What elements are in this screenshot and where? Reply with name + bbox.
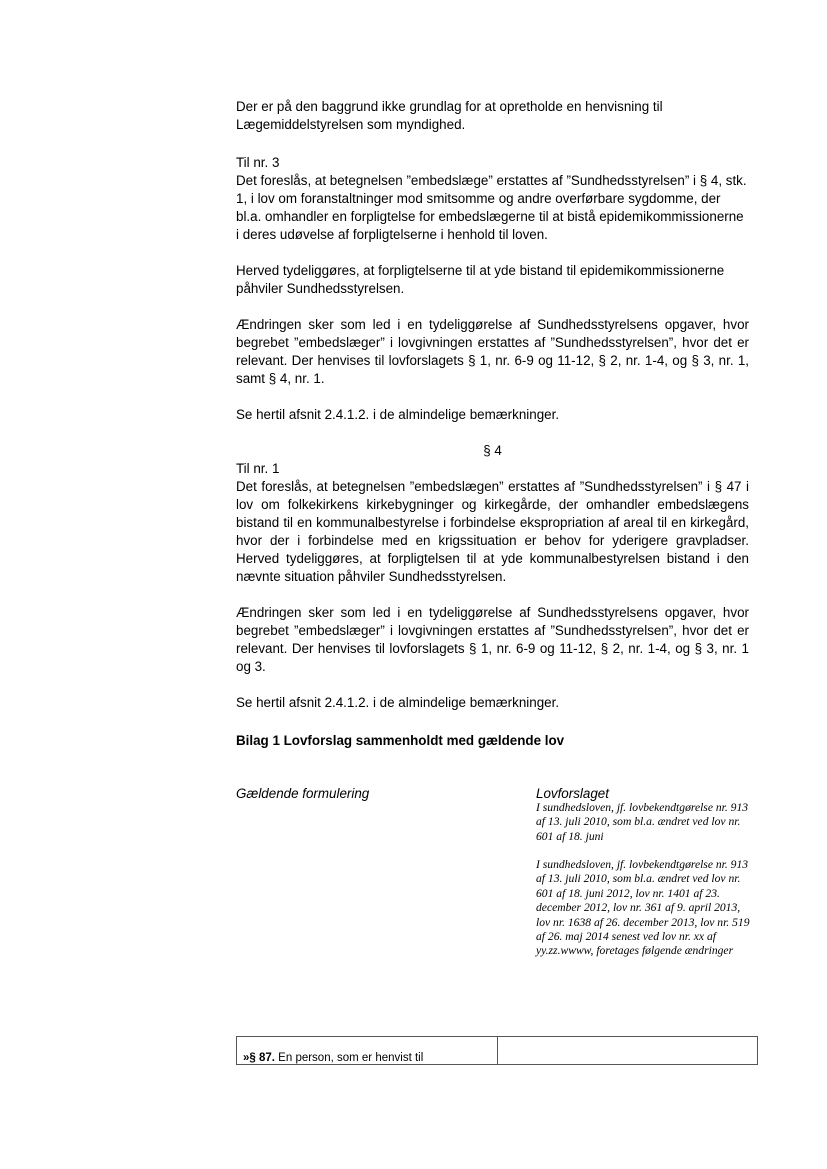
section-til-nr-3 <box>236 154 749 244</box>
paragraph-text: Det foreslås, at betegnelsen ”embedslægen” erstattes af ”Sundhedsstyrelsen” i § 47 i lov om folkekirkens kirkebygninger og kirkegårde, der omhandler embedslægens bistand til en kommunalbestyrelse i forbindelse ekspropriation af areal til en kirkegård, hvor der i forbindelse med en krigssituation er behov for yderigere gravpladser. Herved tydeliggøres, at forpligtelsen til at yde kommunalbestyrelsen bistand i den nævnte situation påhviler Sundhedsstyrelsen. <box>236 479 749 584</box>
table-cell-current <box>237 1037 498 1065</box>
proposal-intro-2 <box>536 858 751 959</box>
table-cell-proposal <box>497 1037 758 1065</box>
paragraph-text: Der er på den baggrund ikke grundlag for at opretholde en henvisning til Lægemiddelstyrelsen som myndighed. <box>236 99 663 132</box>
bilag-heading: Bilag 1 Lovforslag sammenholdt med gældende lov <box>236 733 565 748</box>
paragraph-text: Herved tydeliggøres, at forpligtelserne til at yde bistand til epidemikommissionerne påhviler Sundhedsstyrelsen. <box>236 263 725 296</box>
section-number: »§ 87. <box>243 1052 275 1064</box>
column-heading-proposal: Lovforslaget <box>536 786 609 801</box>
section-til-nr-1 <box>236 460 749 586</box>
paragraph-text: Ændringen sker som led i en tydeliggørelse af Sundhedsstyrelsens opgaver, hvor begrebet ”embedslæger” i lovgivningen erstattes af ”Sundhedsstyrelsen”, hvor det er relevant. Der henvises til lovforslagets § 1, nr. 6-9 og 11-12, § 2, nr. 1-4, og § 3, nr. 1, samt § 4, nr. 1. <box>236 317 749 386</box>
proposal-text: I sundhedsloven, jf. lovbekendtgørelse nr. 913 af 13. juli 2010, som bl.a. ændret ved lov nr. 601 af 18. juni <box>536 801 749 843</box>
comparison-table <box>236 1036 758 1065</box>
paragraph-text: Se hertil afsnit 2.4.1.2. i de almindelige bemærkninger. <box>236 695 560 710</box>
table-row <box>237 1037 758 1065</box>
paragraph-aendringen-2 <box>236 604 749 676</box>
section-heading-4: § 4 <box>483 443 502 458</box>
paragraph-text: Ændringen sker som led i en tydeliggørelse af Sundhedsstyrelsens opgaver, hvor begrebet ”embedslæger” i lovgivningen erstattes af ”Sundhedsstyrelsen”, hvor det er relevant. Der henvises til lovforslagets § 1, nr. 6-9 og 11-12, § 2, nr. 1-4, og § 3, nr. 1 og 3. <box>236 605 749 674</box>
paragraph-text: Det foreslås, at betegnelsen ”embedslæge” erstattes af ”Sundhedsstyrelsen” i § 4, stk. 1, i lov om foranstaltninger mod smitsomme og andre overførbare sygdomme, der bl.a. omhandler en forpligtelse for embedslægerne til at bistå epidemikommissionerne i deres udøvelse af forpligtelserne i henhold til loven. <box>236 173 747 242</box>
paragraph-se-hertil-2 <box>236 694 749 712</box>
paragraph-text: Se hertil afsnit 2.4.1.2. i de almindelige bemærkninger. <box>236 407 560 422</box>
paragraph-se-hertil-1 <box>236 406 749 424</box>
paragraph-aendringen-1 <box>236 316 749 388</box>
proposal-text: I sundhedsloven, jf. lovbekendtgørelse nr. 913 af 13. juli 2010, som bl.a. ændret ved lov nr. 601 af 18. juni 2012, lov nr. 1401 af 23. december 2012, lov nr. 361 af 9. april 2013, lov nr. 1638 af 26. december 2013, lov nr. 519 af 26. maj 2014 senest ved lov nr. xx af yy.zz.wwww, foretages følgende ændringer <box>536 858 750 958</box>
section-text: En person, som er henvist til <box>274 1052 424 1064</box>
proposal-intro-1 <box>536 801 751 844</box>
column-heading-current: Gældende formulering <box>236 786 370 801</box>
paragraph-intro <box>236 98 749 134</box>
paragraph-herved <box>236 262 749 298</box>
subheading-til-nr-1: Til nr. 1 <box>236 461 280 476</box>
subheading-til-nr-3: Til nr. 3 <box>236 155 280 170</box>
